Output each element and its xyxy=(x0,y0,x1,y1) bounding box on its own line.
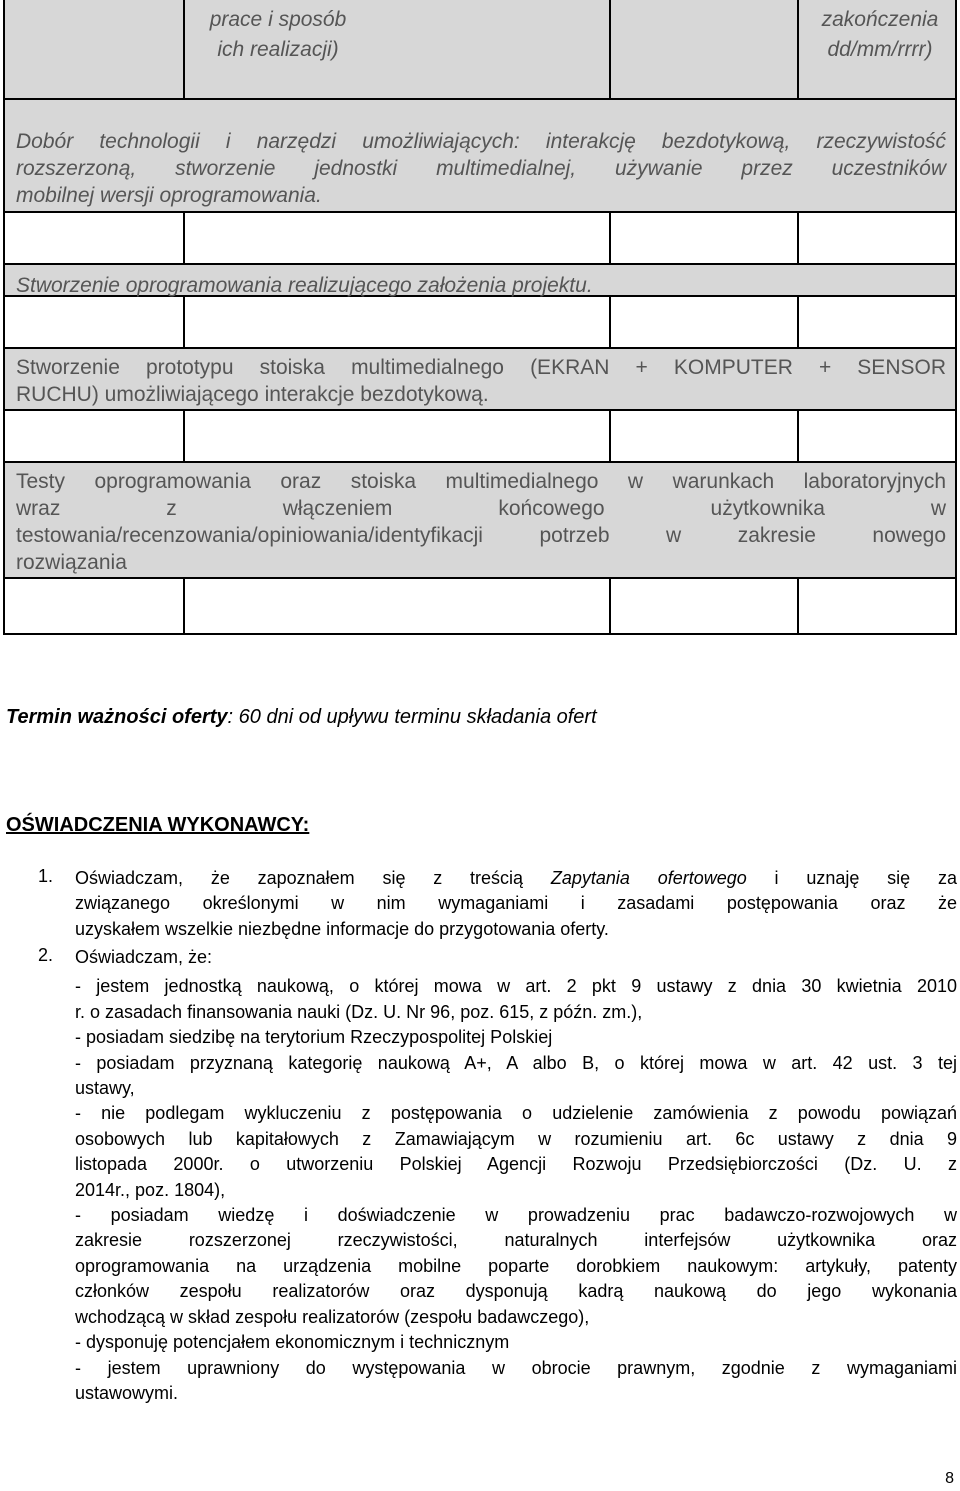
header-left: prace i sposób ich realizacji) xyxy=(209,8,347,61)
header-right: zakończenia dd/mm/rrrr) xyxy=(821,8,939,61)
statement-2-number: 2. xyxy=(38,945,54,965)
row-text-3: Testy oprogramowania oraz stoiska multimedialnego w warunkach laboratoryjnych wraz z włączeniem końcowego użytkownika w testowania/recenzowania/opiniowania/identyfikacji potrzeb w zakresie nowego rozwiązania xyxy=(16,470,946,574)
row-text-2: Stworzenie prototypu stoiska multimedialnego (EKRAN + KOMPUTER + SENSOR RUCHU) umożliwiającego interakcje bezdotykową. xyxy=(16,356,946,406)
page-number: 8 xyxy=(945,1470,954,1487)
statement-1: Oświadczam, że zapoznałem się z treścią Zapytania ofertowego i uznaję się za związanego określonymi w nim wymaganiami i zasadami postępowania oraz że uzyskałem wszelkie niezbędne informacje do przygotowania oferty. xyxy=(75,868,957,939)
offer-validity xyxy=(6,706,597,729)
statement-2: Oświadczam, że: - jestem jednostką naukową, o której mowa w art. 2 pkt 9 ustawy z dnia 30 kwietnia 2010 r. o zasadach finansowania nauki (Dz. U. Nr 96, poz. 615, z późn. zm.), - posiadam siedzibę na terytorium Rzeczypospolitej Polskiej - posiadam przyznaną kategorię naukową A+, A albo B, o której mowa w art. 42 ust. 3 tej ustawy, - nie podlegam wykluczeniu z postępowania o udzielenie zamówienia z powodu powiązań osobowych lub kapitałowych z Zamawiającym w rozumieniu art. 6c ustawy z dnia 9 listopada 2000r. o utworzeniu Polskiej Agencji Rozwoju Przedsiębiorczości (Dz. U. z 2014r., poz. 1804), - posiadam wiedzę i doświadczenie w prowadzeniu prac badawczo-rozwojowych w zakresie rozszerzonej rzeczywistości, naturalnych interfejsów użytkownika oraz oprogramowania na urządzenia mobilne poparte dorobkiem naukowym: artykuły, patenty członków zespołu realizatorów oraz dysponują kadrą naukową do jego wykonania wchodzącą w skład zespołu realizatorów (zespołu badawczego), - dysponuję potencjałem ekonomicznym i technicznym - jestem uprawniony do występowania w obrocie prawnym, zgodnie z wymaganiami ustawowymi. xyxy=(75,947,957,1403)
row-text-0: Dobór technologii i narzędzi umożliwiających: interakcję bezdotykową, rzeczywistość rozszerzoną, stworzenie jednostki multimedialnej, używanie przez uczestników mobilnej wersji oprogramowania. xyxy=(16,130,946,207)
offer-validity-label: Termin ważności oferty xyxy=(6,706,228,728)
statements-title: OŚWIADCZENIA WYKONAWCY: xyxy=(6,814,310,836)
offer-validity-text: : 60 dni od upływu terminu składania ofert xyxy=(227,706,597,728)
statement-1-number: 1. xyxy=(38,866,54,886)
row-text-1: Stworzenie oprogramowania realizującego założenia projektu. xyxy=(16,274,593,297)
